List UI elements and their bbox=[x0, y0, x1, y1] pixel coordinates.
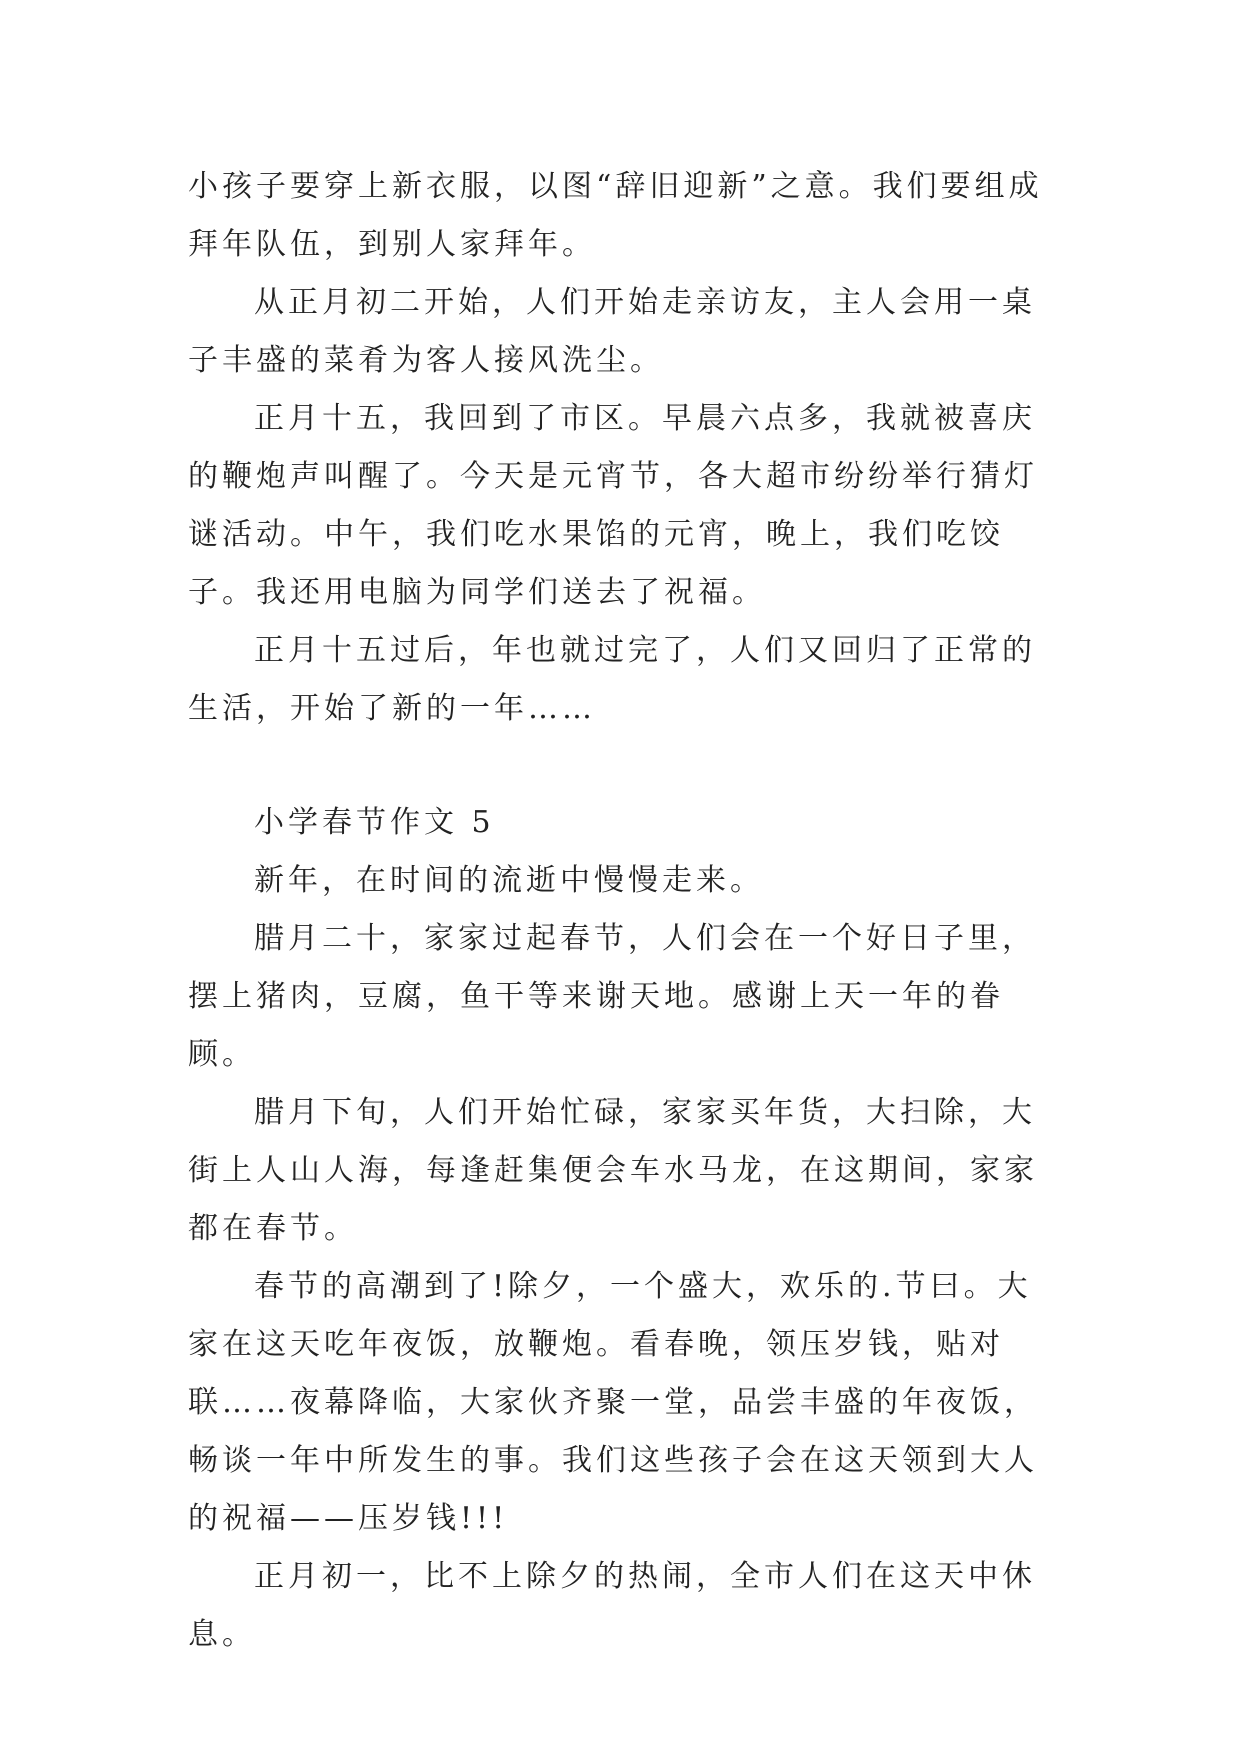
paragraph: 春节的高潮到了!除夕，一个盛大，欢乐的.节曰。大家在这天吃年夜饭，放鞭炮。看春晚，领压岁钱，贴对联……夜幕降临，大家伙齐聚一堂，品尝丰盛的年夜饭，畅谈一年中所发生的事。我们这些孩子会在这天领到大人的祝福——压岁钱!!! bbox=[188, 1269, 1038, 1536]
paragraph: 正月十五，我回到了市区。早晨六点多，我就被喜庆的鞭炮声叫醒了。今天是元宵节，各大超市纷纷举行猜灯谜活动。中午，我们吃水果馅的元宵，晚上，我们吃饺子。我还用电脑为同学们送去了祝福。 bbox=[188, 401, 1038, 610]
paragraph: 新年，在时间的流逝中慢慢走来。 bbox=[254, 863, 764, 898]
paragraph: 正月十五过后，年也就过完了，人们又回归了正常的生活，开始了新的一年…… bbox=[188, 633, 1036, 726]
section-title: 小学春节作文 5 bbox=[254, 805, 495, 840]
paragraph: 从正月初二开始，人们开始走亲访友，主人会用一桌子丰盛的菜肴为客人接风洗尘。 bbox=[188, 285, 1036, 378]
document-page bbox=[188, 158, 1050, 1664]
paragraph: 腊月二十，家家过起春节，人们会在一个好日子里，摆上猪肉，豆腐，鱼干等来谢天地。感谢上天一年的眷顾。 bbox=[188, 921, 1036, 1072]
paragraph: 小孩子要穿上新衣服，以图“辞旧迎新”之意。我们要组成拜年队伍，到别人家拜年。 bbox=[188, 169, 1043, 262]
paragraph: 正月初一，比不上除夕的热闹，全市人们在这天中休息。 bbox=[188, 1559, 1036, 1652]
paragraph: 腊月下旬，人们开始忙碌，家家买年货，大扫除，大街上人山人海，每逢赶集便会车水马龙，在这期间，家家都在春节。 bbox=[188, 1095, 1038, 1246]
